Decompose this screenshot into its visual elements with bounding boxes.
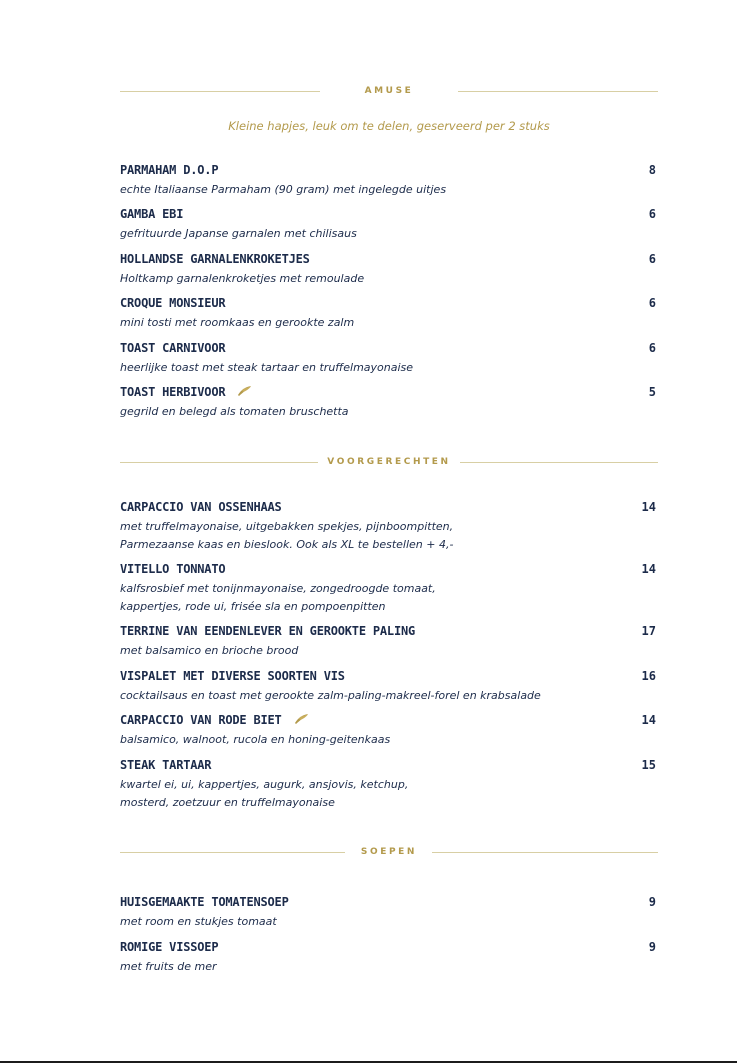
item-name: HOLLANDSE GARNALENKROKETJES (120, 252, 310, 266)
item-name: STEAK TARTAAR (120, 758, 212, 772)
item-price: 8 (648, 163, 656, 177)
item-price: 6 (648, 207, 656, 221)
description-line: kappertjes, rode ui, frisée sla en pompoenpitten (120, 600, 386, 613)
menu-item (120, 162, 656, 199)
menu-item (120, 561, 656, 616)
item-price: 14 (641, 562, 656, 576)
menu-item (120, 206, 656, 243)
item-description (120, 776, 656, 812)
item-price: 14 (641, 713, 656, 727)
item-description: met balsamico en brioche brood (120, 644, 299, 657)
item-price: 16 (641, 669, 656, 683)
item-price: 15 (641, 758, 656, 772)
item-name: TOAST CARNIVOOR (120, 341, 226, 355)
item-description: Holtkamp garnalenkroketjes met remoulade (120, 272, 365, 285)
item-description: met room en stukjes tomaat (120, 915, 277, 928)
item-name: CARPACCIO VAN OSSENHAAS (120, 500, 282, 514)
divider-right (432, 852, 658, 853)
item-description: heerlijke toast met steak tartaar en truffelmayonaise (120, 361, 414, 374)
item-price: 6 (648, 341, 656, 355)
item-description: mini tosti met roomkaas en gerookte zalm (120, 316, 355, 329)
menu-item (120, 668, 656, 705)
menu-item (120, 251, 656, 288)
item-name: VISPALET MET DIVERSE SOORTEN VIS (120, 669, 345, 683)
item-name: HUISGEMAAKTE TOMATENSOEP (120, 895, 289, 909)
item-name: CROQUE MONSIEUR (120, 296, 226, 310)
item-description: echte Italiaanse Parmaham (90 gram) met ingelegde uitjes (120, 183, 447, 196)
item-description: gegrild en belegd als tomaten bruschetta (120, 405, 349, 418)
menu-item (120, 384, 656, 421)
menu-item (120, 623, 656, 660)
item-description: cocktailsaus en toast met gerookte zalm-paling-makreel-forel en krabsalade (120, 689, 541, 702)
menu-item (120, 295, 656, 332)
item-description: met fruits de mer (120, 960, 217, 973)
item-name: GAMBA EBI (120, 207, 184, 221)
item-description: gefrituurde Japanse garnalen met chilisaus (120, 227, 357, 240)
menu-item (120, 939, 656, 976)
section-header-soepen (120, 846, 658, 858)
description-line: Parmezaanse kaas en bieslook. Ook als XL te bestellen + 4,- (120, 538, 454, 551)
section-title: VOORGERECHTEN (327, 457, 451, 467)
item-price: 14 (641, 500, 656, 514)
menu-item (120, 340, 656, 377)
item-name-row (120, 712, 656, 728)
description-line: kwartel ei, ui, kappertjes, augurk, ansjovis, ketchup, (120, 778, 409, 791)
section-header-amuse (120, 85, 658, 97)
menu-item (120, 757, 656, 812)
item-description (120, 518, 656, 554)
item-name-row (120, 384, 656, 400)
item-name: PARMAHAM D.O.P (120, 163, 219, 177)
section-title: AMUSE (364, 86, 414, 96)
item-description: balsamico, walnoot, rucola en honing-geitenkaas (120, 733, 391, 746)
description-line: mosterd, zoetzuur en truffelmayonaise (120, 796, 335, 809)
menu-item (120, 499, 656, 554)
item-price: 6 (648, 296, 656, 310)
item-name: VITELLO TONNATO (120, 562, 226, 576)
menu-item (120, 894, 656, 931)
item-price: 17 (641, 624, 656, 638)
vegetarian-leaf-icon (290, 713, 309, 725)
section-subtitle: Kleine hapjes, leuk om te delen, geserveerd per 2 stuks (228, 119, 550, 133)
item-price: 5 (648, 385, 656, 399)
item-price: 6 (648, 252, 656, 266)
item-name: TOAST HERBIVOOR (120, 385, 226, 399)
item-description (120, 580, 656, 616)
divider-right (458, 91, 658, 92)
item-price: 9 (648, 895, 656, 909)
item-name: TERRINE VAN EENDENLEVER EN GEROOKTE PALING (120, 624, 416, 638)
section-header-voorgerechten (120, 456, 658, 468)
description-line: met truffelmayonaise, uitgebakken spekjes, pijnboompitten, (120, 520, 454, 533)
description-line: kalfsrosbief met tonijnmayonaise, zongedroogde tomaat, (120, 582, 436, 595)
menu-item (120, 712, 656, 749)
vegetarian-leaf-icon (233, 385, 252, 397)
divider-right (460, 462, 658, 463)
item-name: ROMIGE VISSOEP (120, 940, 219, 954)
item-name: CARPACCIO VAN RODE BIET (120, 713, 282, 727)
section-title: SOEPEN (360, 847, 418, 857)
item-price: 9 (648, 940, 656, 954)
